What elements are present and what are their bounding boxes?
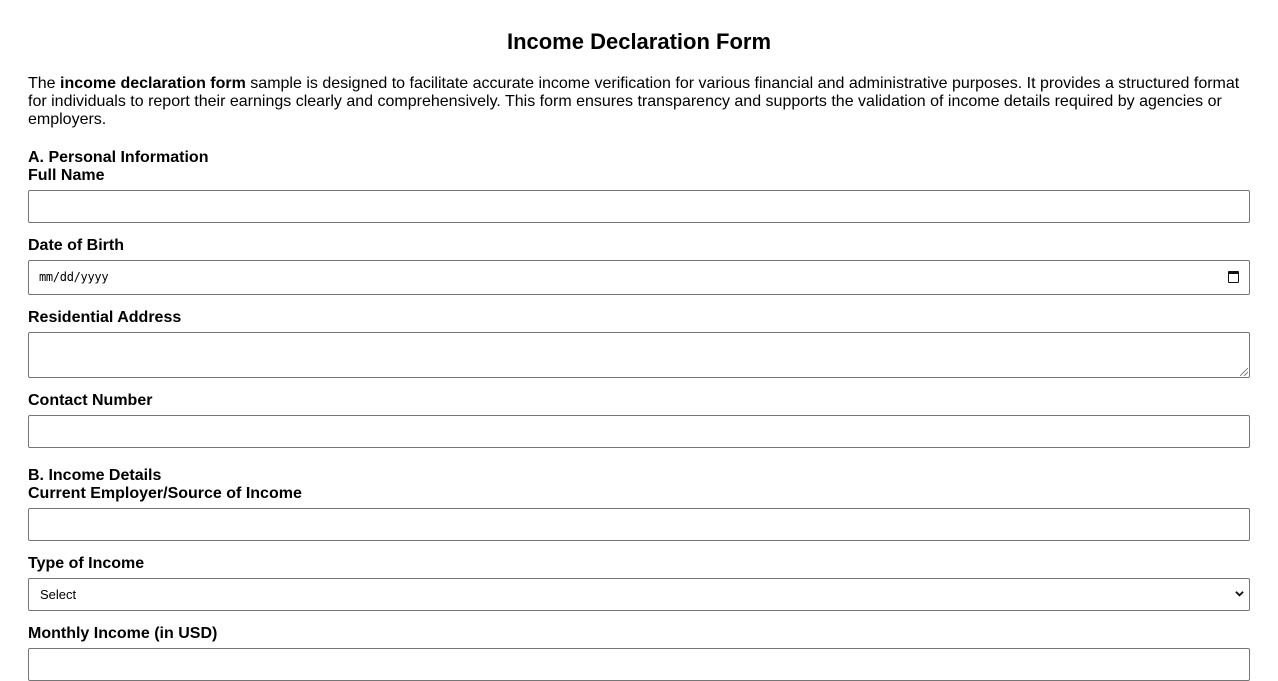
full-name-label: Full Name: [28, 167, 105, 184]
section-heading-income: B. Income Details: [28, 467, 162, 484]
address-textarea[interactable]: [28, 332, 1250, 378]
income-type-selected: Select: [40, 587, 77, 602]
chevron-down-icon: [1235, 589, 1244, 598]
dob-input[interactable]: [28, 260, 1250, 295]
intro-suffix: sample is designed to facilitate accurate income verification for various financial and administrative purposes. It provides a structured format for individuals to report their earnings clearly and comprehensively. This form ensures transparency and supports the validation of income details required by agencies or employers.: [28, 75, 1240, 128]
contact-number-input[interactable]: [28, 415, 1250, 448]
income-type-label: Type of Income: [28, 555, 145, 572]
calendar-icon[interactable]: [1228, 271, 1239, 283]
page-title: Income Declaration Form: [506, 29, 772, 54]
intro-paragraph: [28, 75, 1250, 129]
monthly-income-label: Monthly Income (in USD): [28, 625, 218, 642]
income-type-select[interactable]: [28, 578, 1250, 611]
intro-bold: income declaration form: [60, 75, 246, 92]
employer-label: Current Employer/Source of Income: [28, 485, 302, 502]
employer-input[interactable]: [28, 508, 1250, 541]
resize-handle-icon[interactable]: [1240, 368, 1248, 376]
monthly-income-input[interactable]: [28, 648, 1250, 681]
dob-placeholder: mm/dd/yyyy: [39, 270, 109, 284]
dob-label: Date of Birth: [28, 237, 124, 254]
intro-prefix: The: [28, 75, 61, 92]
contact-label: Contact Number: [28, 392, 153, 409]
full-name-input[interactable]: [28, 190, 1250, 223]
address-label: Residential Address: [28, 309, 182, 326]
section-heading-personal: A. Personal Information: [28, 149, 209, 166]
